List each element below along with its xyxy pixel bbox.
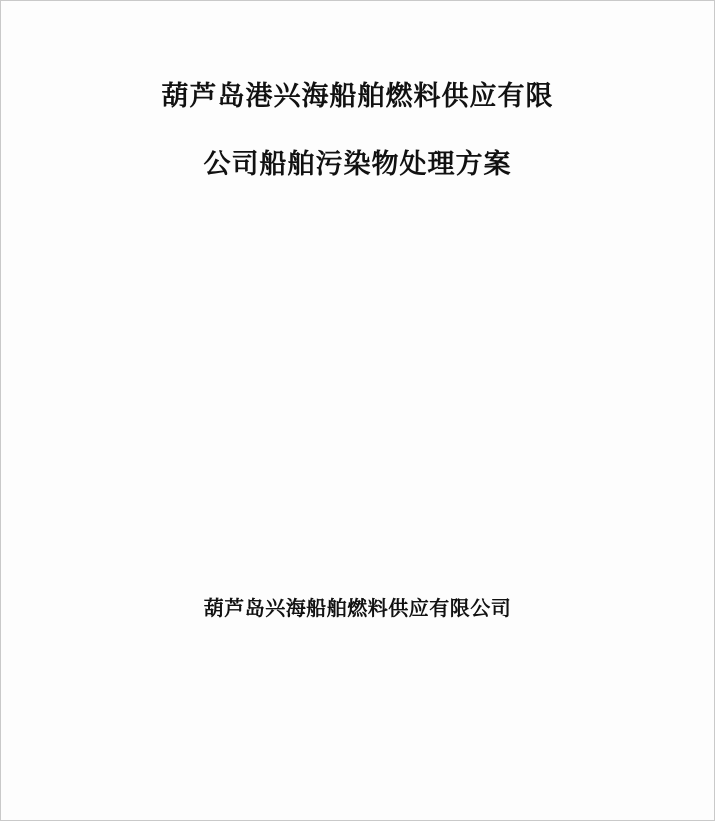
document-title	[1, 63, 714, 199]
title-line-2: 公司船舶污染物处理方案	[203, 149, 512, 180]
title-line-1: 葫芦岛港兴海船舶燃料供应有限	[161, 81, 554, 112]
document-issuer	[1, 593, 714, 623]
issuer-line-1: 葫芦岛兴海船舶燃料供应有限公司	[203, 596, 512, 620]
document-body	[1, 1, 714, 820]
